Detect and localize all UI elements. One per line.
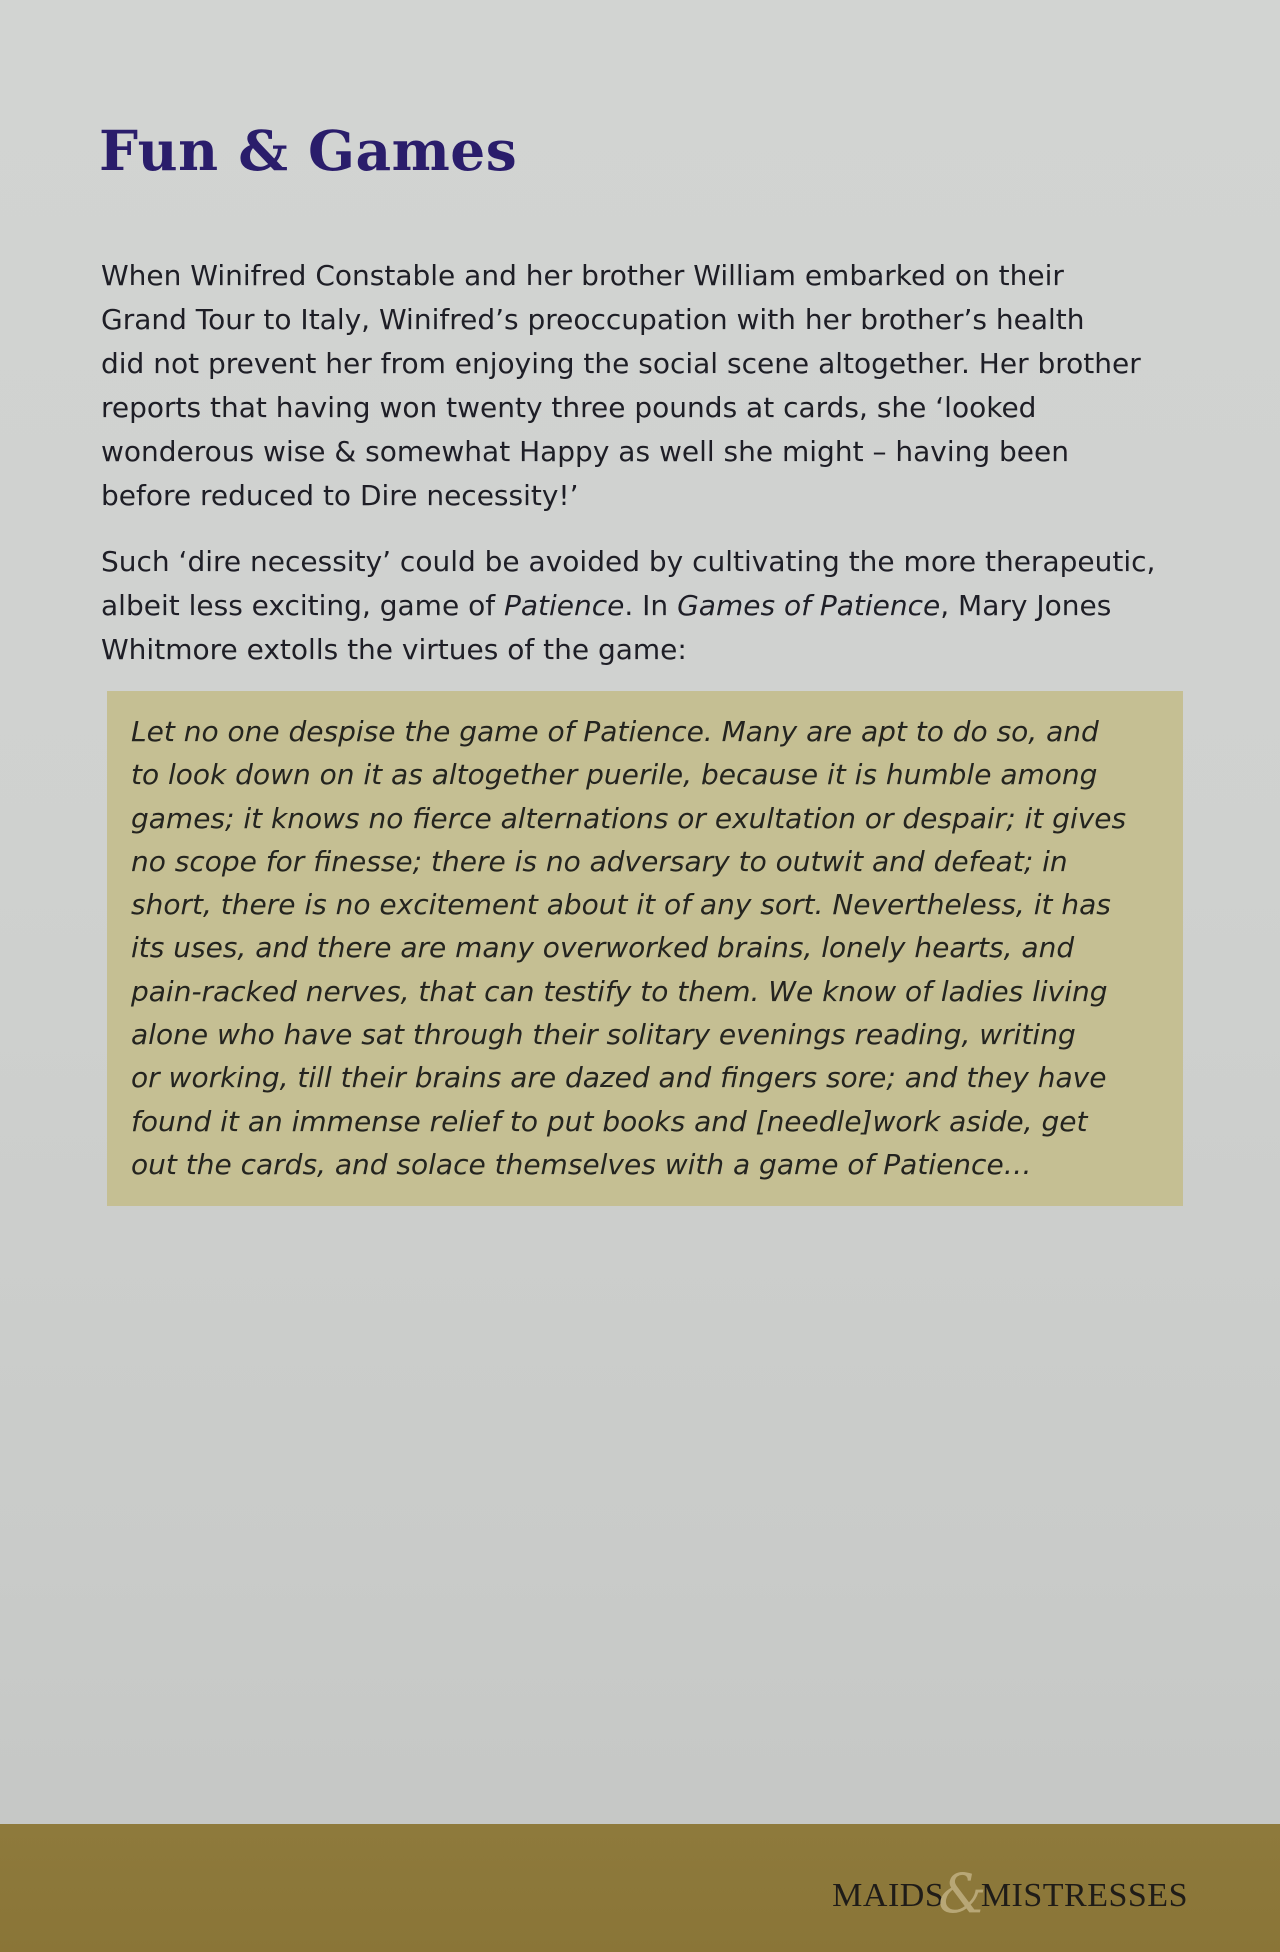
- paragraph-line: before reduced to Dire necessity!’: [101, 479, 579, 512]
- quote-line: its uses, and there are many overworked brains, lonely hearts, and: [131, 931, 1075, 965]
- paragraph-line: [101, 584, 1181, 628]
- quote-line: alone who have sat through their solitary evenings reading, writing: [131, 1018, 1076, 1052]
- publisher-logo: [832, 1862, 1188, 1925]
- quote-line: short, there is no excitement about it of any sort. Nevertheless, it has: [131, 888, 1111, 922]
- paragraph-line: Grand Tour to Italy, Winifred’s preoccupation with her brother’s health: [101, 303, 1085, 336]
- quote-line: found it an immense relief to put books and [needle]work aside, get: [131, 1104, 1088, 1138]
- quote-line: to look down on it as altogether puerile, because it is humble among: [131, 758, 1098, 792]
- quote-line: Let no one despise the game of Patience. Many are apt to do so, and: [131, 715, 1099, 748]
- paragraph-line: reports that having won twenty three pounds at cards, she ‘looked: [101, 391, 1037, 424]
- paragraph-line: When Winifred Constable and her brother William embarked on their: [101, 259, 1064, 292]
- text-run: , Mary Jones: [940, 589, 1112, 622]
- page-title: Fun & Games: [99, 118, 518, 183]
- logo-word-left: MAIDS: [832, 1877, 945, 1914]
- quote-box: [107, 691, 1183, 1206]
- paragraph-line: did not prevent her from enjoying the social scene altogether. Her brother: [101, 347, 1141, 380]
- quote-line: out the cards, and solace themselves with a game of Patience…: [131, 1147, 1032, 1181]
- intro-paragraph: [101, 254, 1181, 518]
- logo-word-right: MISTRESSES: [980, 1877, 1188, 1914]
- logo-ampersand: &: [938, 1862, 987, 1925]
- book-title-italic: Games of Patience: [677, 589, 941, 622]
- text-run: . In: [624, 589, 678, 622]
- quote-line: games; it knows no fierce alternations or exultation or despair; it gives: [131, 801, 1127, 835]
- paragraph-line: Whitmore extolls the virtues of the game:: [101, 633, 687, 666]
- paragraph-line: wonderous wise & somewhat Happy as well she might – having been: [101, 435, 1069, 468]
- text-run: albeit less exciting, game of: [101, 589, 504, 622]
- quote-line: no scope for finesse; there is no adversary to outwit and defeat; in: [131, 844, 1068, 878]
- second-paragraph: [101, 540, 1181, 672]
- book-title-italic: Patience: [503, 589, 625, 622]
- block-quote: [131, 710, 1183, 1186]
- paragraph-line: Such ‘dire necessity’ could be avoided by cultivating the more therapeutic,: [101, 545, 1156, 578]
- quote-line: or working, till their brains are dazed and fingers sore; and they have: [131, 1061, 1107, 1095]
- quote-line: pain-racked nerves, that can testify to them. We know of ladies living: [131, 974, 1108, 1008]
